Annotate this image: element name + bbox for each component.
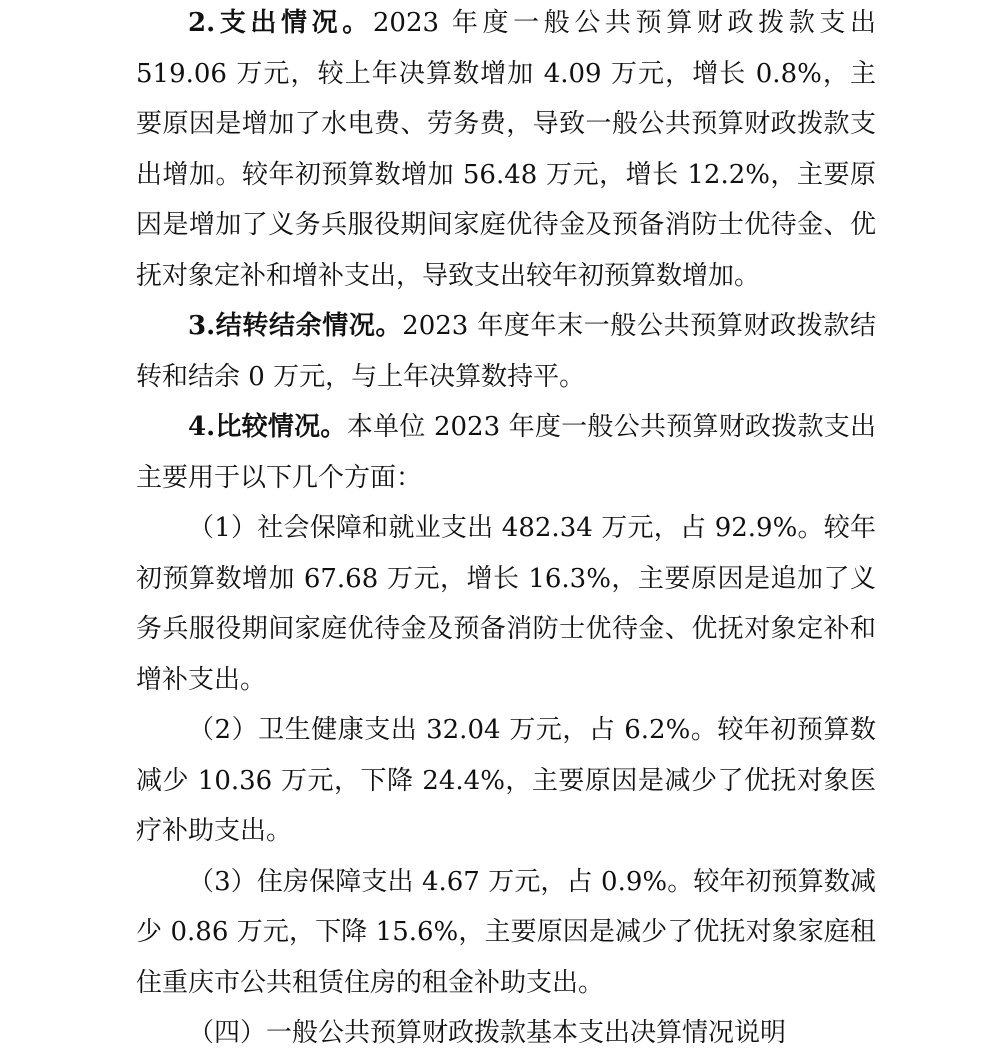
carryover-text: 2023 年度年末一般公共预算财政拨款结转和结余 0 万元，与上年决算数持平。	[136, 311, 876, 392]
expenditure-paragraph	[136, 0, 876, 301]
carryover-label: 3.结转结余情况。	[188, 311, 403, 341]
expenditure-text: 2023 年度一般公共预算财政拨款支出 519.06 万元，较上年决算数增加 4.09 万元，增长 0.8%，主要原因是增加了水电费、劳务费，导致一般公共预算财政拨款支出增加。较年初预算数增加 56.48 万元，增长 12.2%，主要原因是增加了义务兵服役期间家庭优待金及预备消防士优待金、优抚对象定补和增补支出，导致支出较年初预算数增加。	[136, 8, 876, 291]
comparison-text: 本单位 2023 年度一般公共预算财政拨款支出主要用于以下几个方面：	[136, 412, 876, 493]
comparison-paragraph	[136, 402, 876, 503]
carryover-paragraph	[136, 301, 876, 402]
document-page	[136, 0, 876, 1059]
item-housing: （3）住房保障支出 4.67 万元，占 0.9%。较年初预算数减少 0.86 万元，下降 15.6%，主要原因是减少了优抚对象家庭租住重庆市公共租赁住房的租金补助支出。	[136, 866, 876, 998]
item-social-security: （1）社会保障和就业支出 482.34 万元，占 92.9%。较年初预算数增加 67.68 万元，增长 16.3%，主要原因是追加了义务兵服役期间家庭优待金及预备消防士优待金、优抚对象定补和增补支出。	[136, 513, 876, 695]
item-health: （2）卫生健康支出 32.04 万元，占 6.2%。较年初预算数减少 10.36 万元，下降 24.4%，主要原因是减少了优抚对象医疗补助支出。	[136, 715, 876, 846]
comparison-label: 4.比较情况。	[188, 412, 347, 442]
section-heading-basic-expenditure: （四）一般公共预算财政拨款基本支出决算情况说明	[188, 1018, 787, 1048]
expenditure-label: 2.支出情况。	[188, 8, 373, 38]
